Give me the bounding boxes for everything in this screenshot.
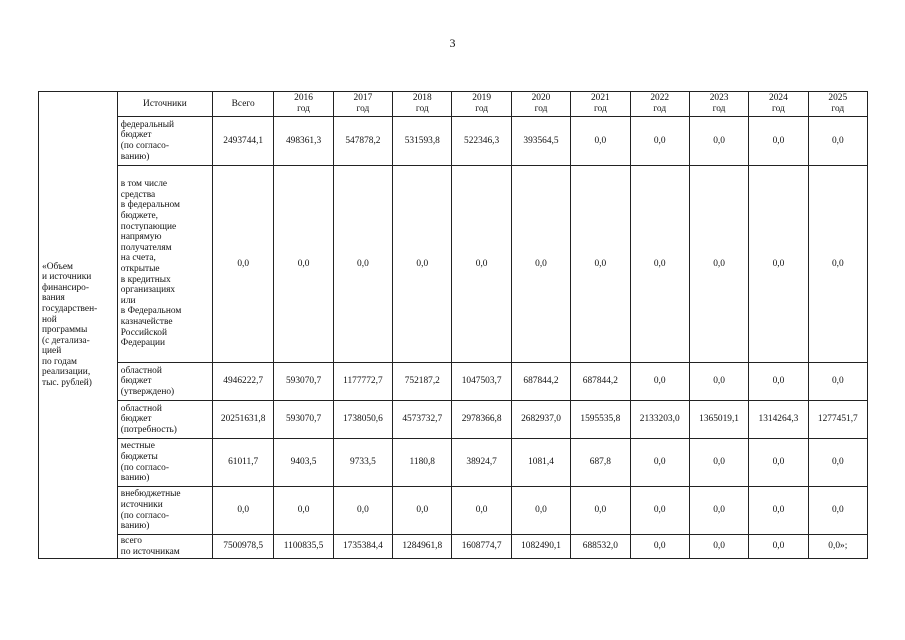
value-cell: 0,0 [808,439,867,487]
value-cell: 1047503,7 [452,363,511,401]
total-cell: 0,0 [212,487,273,535]
value-cell: 1284961,8 [393,535,452,559]
value-cell: 2682937,0 [511,401,570,439]
value-cell: 0,0 [630,363,689,401]
header-year-unit: год [831,104,845,114]
header-total: Всего [212,92,273,117]
value-cell: 593070,7 [274,363,333,401]
value-cell: 0,0 [749,487,808,535]
value-cell: 2133203,0 [630,401,689,439]
table-row [39,535,868,559]
value-cell: 0,0 [808,363,867,401]
value-cell: 0,0 [749,535,808,559]
value-cell: 593070,7 [274,401,333,439]
value-cell: 1082490,1 [511,535,570,559]
value-cell: 547878,2 [333,117,392,166]
header-year-value: 2022 [650,93,670,104]
row-label-cell [39,92,118,559]
value-cell: 1180,8 [393,439,452,487]
header-year-value: 2016 [294,93,313,104]
header-year-value: 2017 [353,93,373,104]
value-cell: 0,0 [274,166,333,363]
header-year-unit: год [593,104,607,114]
source-cell: областной бюджет (потребность) [117,401,212,439]
value-cell: 0,0 [393,487,452,535]
value-cell: 0,0 [630,535,689,559]
header-year-value: 2023 [709,93,729,104]
value-cell: 1595535,8 [571,401,630,439]
header-year-unit: год [356,104,370,114]
value-cell: 0,0 [689,439,748,487]
header-year-unit: год [475,104,489,114]
value-cell: 687,8 [571,439,630,487]
source-cell: в том числе средства в федеральном бюджете, поступающие напрямую получателям на счета, открытые в кредитных организациях или в Федеральном казначействе Российской Федерации [117,166,212,363]
value-cell: 9733,5 [333,439,392,487]
header-year-unit: год [653,104,667,114]
value-cell: 752187,2 [393,363,452,401]
source-cell: местные бюджеты (по согласо- ванию) [117,439,212,487]
header-year-unit: год [712,104,726,114]
total-cell: 4946222,7 [212,363,273,401]
value-cell: 0,0 [630,117,689,166]
value-cell: 0,0 [630,487,689,535]
value-cell: 687844,2 [511,363,570,401]
row-label: «Объем и источники финансиро- вания государствен- ной программы (с детализа- цией по годам реализации, тыс. рублей) [42,261,98,389]
total-cell: 7500978,5 [212,535,273,559]
value-cell: 0,0 [571,487,630,535]
source-cell: областной бюджет (утверждено) [117,363,212,401]
value-cell: 2978366,8 [452,401,511,439]
value-cell: 393564,5 [511,117,570,166]
header-year-unit: год [534,104,548,114]
value-cell: 0,0 [808,487,867,535]
value-cell: 1608774,7 [452,535,511,559]
value-cell: 522346,3 [452,117,511,166]
header-year-2022 [630,92,689,117]
value-cell: 0,0 [333,166,392,363]
header-year-unit: год [297,104,310,114]
value-cell: 0,0 [511,487,570,535]
value-cell: 9403,5 [274,439,333,487]
value-cell: 0,0 [452,166,511,363]
value-cell: 1738050,6 [333,401,392,439]
value-cell: 688532,0 [571,535,630,559]
value-cell: 0,0»; [808,535,867,559]
value-cell: 0,0 [749,166,808,363]
header-source: Источники [117,92,212,117]
value-cell: 0,0 [571,166,630,363]
value-cell: 0,0 [689,117,748,166]
total-cell: 20251631,8 [212,401,273,439]
header-year-2021 [571,92,630,117]
value-cell: 1735384,4 [333,535,392,559]
value-cell: 38924,7 [452,439,511,487]
header-year-2023 [689,92,748,117]
value-cell: 0,0 [749,363,808,401]
header-year-2016 [274,92,333,117]
value-cell: 1314264,3 [749,401,808,439]
page-number: 3 [449,36,456,50]
value-cell: 687844,2 [571,363,630,401]
header-year-2017 [333,92,392,117]
value-cell: 498361,3 [274,117,333,166]
source-cell: федеральный бюджет (по согласо- ванию) [117,117,212,166]
table-header [39,92,868,559]
value-cell: 0,0 [749,439,808,487]
financing-table [38,91,868,559]
value-cell: 4573732,7 [393,401,452,439]
value-cell: 0,0 [630,166,689,363]
header-year-2025 [808,92,867,117]
value-cell: 531593,8 [393,117,452,166]
total-cell: 2493744,1 [212,117,273,166]
header-year-value: 2019 [472,93,491,104]
value-cell: 1177772,7 [333,363,392,401]
header-year-2019 [452,92,511,117]
header-year-value: 2025 [828,93,848,104]
header-year-value: 2020 [531,93,551,104]
source-cell: внебюджетные источники (по согласо- ванию) [117,487,212,535]
table-row [39,363,868,401]
header-year-2024 [749,92,808,117]
header-year-value: 2018 [412,93,432,104]
table-row [39,401,868,439]
value-cell: 0,0 [630,439,689,487]
value-cell: 1277451,7 [808,401,867,439]
value-cell: 0,0 [808,166,867,363]
value-cell: 0,0 [571,117,630,166]
value-cell: 0,0 [749,117,808,166]
header-year-2020 [511,92,570,117]
header-year-value: 2021 [590,93,610,104]
value-cell: 0,0 [808,117,867,166]
header-year-2018 [393,92,452,117]
value-cell: 1081,4 [511,439,570,487]
value-cell: 0,0 [274,487,333,535]
value-cell: 0,0 [511,166,570,363]
table-row [39,439,868,487]
value-cell: 0,0 [452,487,511,535]
source-cell: всего по источникам [117,535,212,559]
header-year-unit: год [772,104,785,114]
table-row [39,487,868,535]
value-cell: 0,0 [689,487,748,535]
value-cell: 0,0 [689,166,748,363]
header-year-unit: год [415,104,429,114]
value-cell: 1100835,5 [274,535,333,559]
value-cell: 0,0 [689,363,748,401]
table-row [39,117,868,166]
total-cell: 61011,7 [212,439,273,487]
total-cell: 0,0 [212,166,273,363]
value-cell: 0,0 [689,535,748,559]
table-row [39,166,868,363]
value-cell: 0,0 [393,166,452,363]
value-cell: 1365019,1 [689,401,748,439]
value-cell: 0,0 [333,487,392,535]
header-year-value: 2024 [769,93,788,104]
